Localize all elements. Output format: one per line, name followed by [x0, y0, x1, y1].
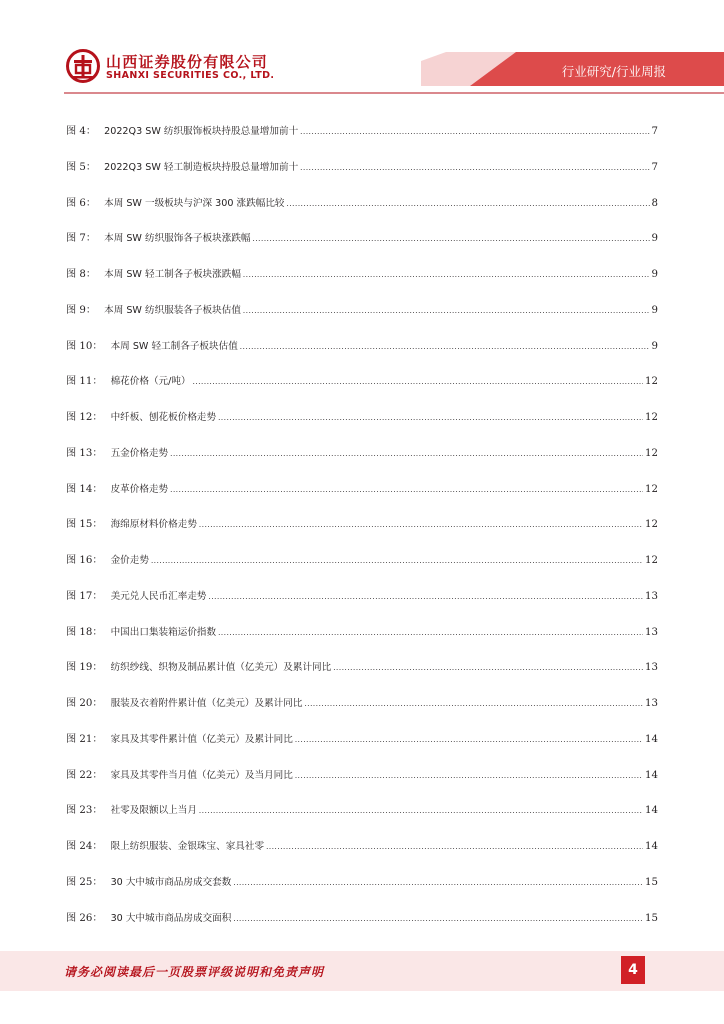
figure-title[interactable]: 本周 SW 轻工制各子板块估值 — [110, 340, 238, 352]
toc-entry[interactable] — [66, 190, 658, 226]
figure-title[interactable]: 家具及其零件当月值（亿美元）及当月同比 — [110, 769, 293, 781]
dot-leader — [233, 879, 643, 887]
dot-leader — [243, 271, 650, 279]
toc-entry[interactable] — [66, 511, 658, 547]
toc-entry[interactable] — [66, 726, 658, 762]
figure-label: 图 14： — [66, 483, 103, 495]
figure-label: 图 4： — [66, 126, 97, 137]
toc-entry[interactable] — [66, 333, 658, 369]
page-ref[interactable]: 12 — [645, 483, 658, 495]
page-ref[interactable]: 14 — [645, 733, 658, 745]
figure-label: 图 7： — [66, 233, 97, 245]
figure-title[interactable]: 限上纺织服装、金银珠宝、家具社零 — [110, 841, 265, 852]
page-ref[interactable]: 14 — [645, 841, 658, 852]
page-number: 4 — [621, 956, 645, 984]
figure-label: 图 12： — [66, 412, 103, 423]
page-ref[interactable]: 8 — [651, 197, 658, 209]
figure-label: 图 18： — [66, 626, 103, 638]
figure-title[interactable]: 美元兑人民币汇率走势 — [110, 590, 207, 602]
dot-leader — [199, 521, 643, 529]
figure-label: 图 22： — [66, 769, 103, 781]
page-footer — [0, 951, 724, 991]
dot-leader — [233, 915, 643, 923]
figure-label: 图 13： — [66, 447, 103, 459]
page-ref[interactable]: 14 — [645, 805, 658, 817]
page-header — [0, 0, 724, 104]
figure-label: 图 26： — [66, 912, 103, 924]
dot-leader — [333, 664, 643, 672]
dot-leader — [304, 700, 643, 708]
figure-title[interactable]: 本周 SW 一级板块与沪深 300 涨跌幅比较 — [104, 197, 285, 209]
page-ref[interactable]: 13 — [645, 698, 658, 709]
toc-entry[interactable] — [66, 797, 658, 833]
figure-title[interactable]: 30 大中城市商品房成交面积 — [110, 912, 232, 924]
dot-leader — [300, 128, 649, 136]
page-ref[interactable]: 9 — [651, 233, 658, 245]
figure-label: 图 23： — [66, 805, 103, 817]
dot-leader — [240, 343, 650, 351]
company-name-cn: 山西证券股份有限公司 — [106, 53, 269, 71]
page-ref[interactable]: 12 — [645, 447, 658, 459]
toc-entry[interactable] — [66, 833, 658, 869]
figure-label: 图 21： — [66, 733, 103, 745]
figure-title[interactable]: 五金价格走势 — [110, 447, 169, 459]
dot-leader — [287, 200, 650, 208]
dot-leader — [243, 307, 650, 315]
figure-title[interactable]: 2022Q3 SW 轻工制造板块持股总量增加前十 — [104, 161, 299, 173]
figure-title[interactable]: 本周 SW 纺织服饰各子板块涨跌幅 — [104, 233, 251, 245]
page-ref[interactable]: 15 — [645, 912, 658, 924]
toc-entry[interactable] — [66, 476, 658, 512]
page-ref[interactable]: 7 — [651, 161, 658, 173]
page-ref[interactable]: 9 — [651, 340, 658, 352]
toc-entry[interactable] — [66, 547, 658, 583]
figure-title[interactable]: 社零及限额以上当月 — [110, 805, 197, 817]
figure-label: 图 10： — [66, 340, 103, 352]
figure-title[interactable]: 服装及衣着附件累计值（亿美元）及累计同比 — [110, 698, 303, 709]
figure-title[interactable]: 纺织纱线、织物及制品累计值（亿美元）及累计同比 — [110, 662, 332, 674]
toc-entry[interactable] — [66, 690, 658, 726]
toc-entry[interactable] — [66, 869, 658, 905]
dot-leader — [218, 414, 643, 422]
company-name-en: SHANXI SECURITIES CO., LTD. — [106, 70, 275, 81]
page-ref[interactable]: 12 — [645, 519, 658, 531]
figure-title[interactable]: 30 大中城市商品房成交套数 — [110, 876, 232, 888]
page-ref[interactable]: 9 — [651, 304, 658, 316]
dot-leader — [193, 378, 643, 386]
figure-label: 图 19： — [66, 662, 103, 674]
dot-leader — [151, 557, 643, 565]
figure-title[interactable]: 家具及其零件累计值（亿美元）及累计同比 — [110, 733, 293, 745]
toc-entry[interactable] — [66, 905, 658, 941]
dot-leader — [295, 736, 643, 744]
page-ref[interactable]: 12 — [645, 376, 658, 388]
figure-title[interactable]: 2022Q3 SW 纺织服饰板块持股总量增加前十 — [104, 126, 299, 137]
dot-leader — [199, 807, 643, 815]
page-ref[interactable]: 12 — [645, 412, 658, 423]
page-ref[interactable]: 12 — [645, 555, 658, 566]
report-category: 行业研究/行业周报 — [561, 64, 666, 79]
dot-leader — [253, 235, 650, 243]
toc-entry[interactable] — [66, 225, 658, 261]
toc-entry[interactable] — [66, 762, 658, 798]
page-ref[interactable]: 15 — [645, 876, 658, 888]
toc-entry[interactable] — [66, 368, 658, 404]
disclaimer-text: 请务必阅读最后一页股票评级说明和免责声明 — [64, 965, 325, 979]
page-ref[interactable]: 13 — [645, 662, 658, 674]
page-ref[interactable]: 14 — [645, 769, 658, 781]
page-ref[interactable]: 13 — [645, 626, 658, 638]
figure-label: 图 6： — [66, 197, 97, 209]
figure-title[interactable]: 棉花价格（元/吨） — [110, 376, 191, 388]
dot-leader — [266, 843, 643, 851]
figure-label: 图 11： — [66, 376, 103, 388]
dot-leader — [209, 593, 644, 601]
figure-title[interactable]: 金价走势 — [110, 555, 149, 566]
page-ref[interactable]: 13 — [645, 590, 658, 602]
toc-entry[interactable] — [66, 440, 658, 476]
shanxi-securities-logo-icon — [66, 49, 100, 83]
page-ref[interactable]: 7 — [651, 126, 658, 137]
toc-entry[interactable] — [66, 297, 658, 333]
toc-entry[interactable] — [66, 404, 658, 440]
figure-label: 图 15： — [66, 519, 103, 531]
toc-entry[interactable] — [66, 619, 658, 655]
figure-label: 图 25： — [66, 876, 103, 888]
figure-title[interactable]: 海绵原材料价格走势 — [110, 519, 197, 531]
figure-label: 图 8： — [66, 269, 97, 280]
figure-label: 图 24： — [66, 841, 103, 852]
figure-title[interactable]: 皮革价格走势 — [110, 483, 169, 495]
toc-entry[interactable] — [66, 118, 658, 154]
toc-entry[interactable] — [66, 654, 658, 690]
figure-label: 图 16： — [66, 555, 103, 566]
figure-title[interactable]: 中国出口集装箱运价指数 — [110, 626, 217, 638]
figure-label: 图 5： — [66, 161, 97, 173]
figure-label: 图 17： — [66, 590, 103, 602]
figure-label: 图 9： — [66, 304, 97, 316]
dot-leader — [218, 629, 643, 637]
toc-entry[interactable] — [66, 261, 658, 297]
page-ref[interactable]: 9 — [651, 269, 658, 280]
dot-leader — [170, 450, 643, 458]
figure-list — [66, 118, 658, 940]
figure-title[interactable]: 本周 SW 纺织服装各子板块估值 — [104, 304, 241, 316]
figure-title[interactable]: 中纤板、刨花板价格走势 — [110, 412, 217, 423]
dot-leader — [170, 486, 643, 494]
dot-leader — [300, 164, 649, 172]
toc-entry[interactable] — [66, 154, 658, 190]
figure-title[interactable]: 本周 SW 轻工制各子板块涨跌幅 — [104, 269, 241, 280]
toc-entry[interactable] — [66, 583, 658, 619]
figure-label: 图 20： — [66, 698, 103, 709]
dot-leader — [295, 772, 643, 780]
